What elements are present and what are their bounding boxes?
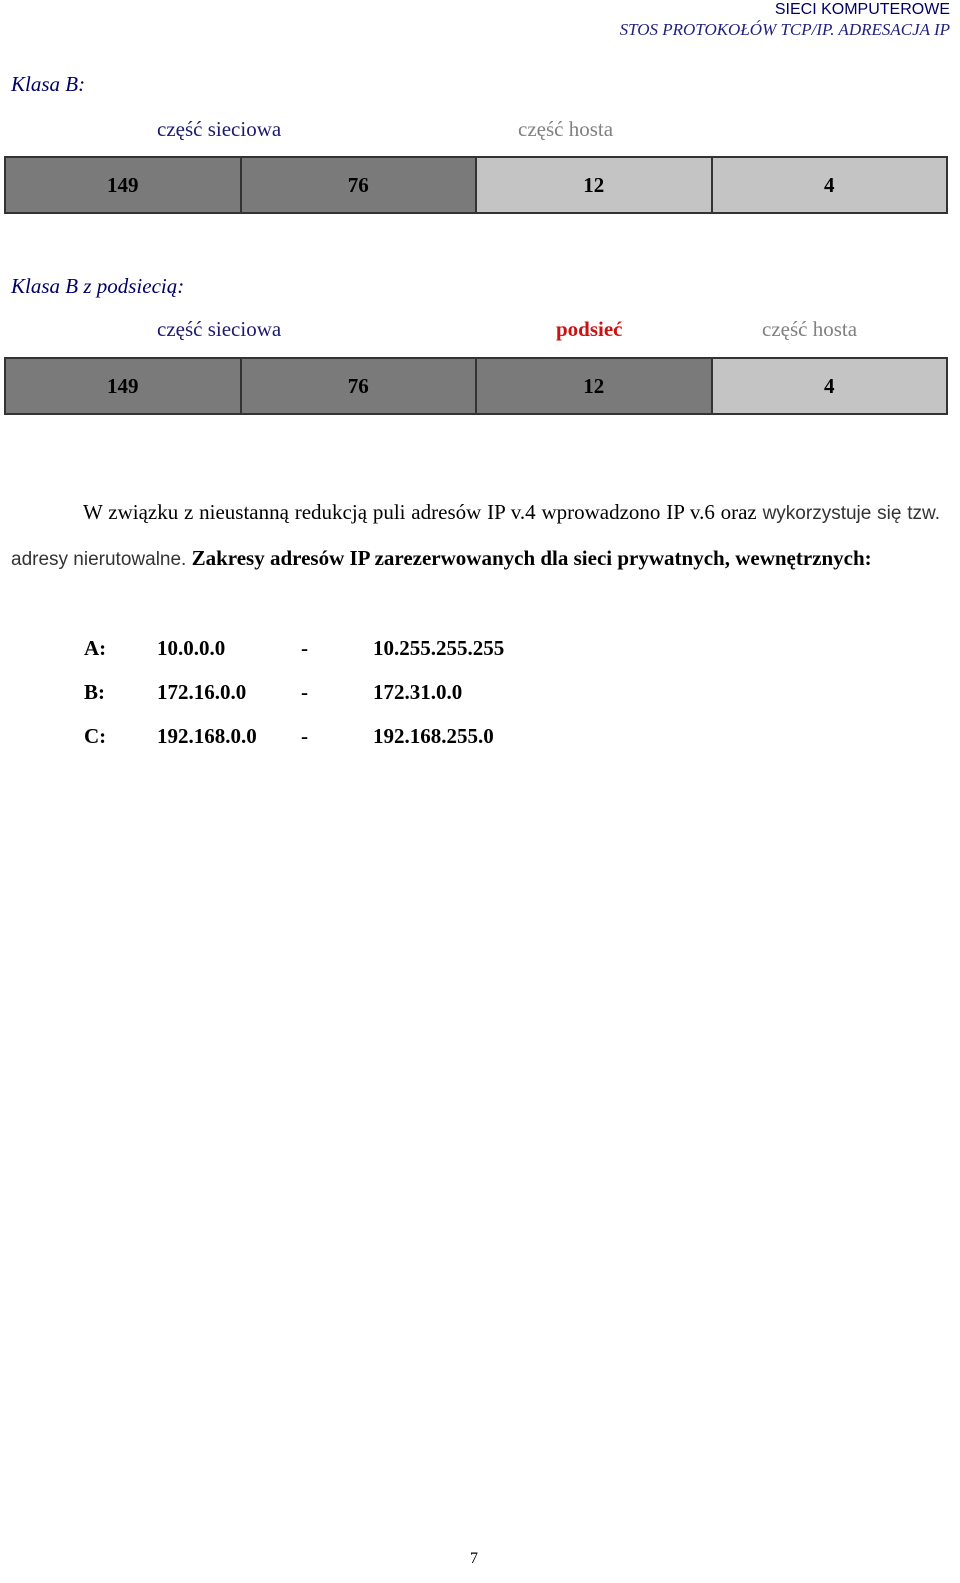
- range-start: 172.16.0.0: [157, 680, 247, 704]
- octet-1: 149: [6, 359, 242, 413]
- range-dash: -: [301, 680, 308, 704]
- subnet-part-label: podsieć: [556, 317, 623, 341]
- octet-3: 12: [477, 158, 713, 212]
- paragraph-text-1: W związku z nieustanną redukcją puli adresów IP v.4 wprowadzono IP v.6 oraz: [83, 500, 757, 524]
- paragraph-bold-text: Zakresy adresów IP zarezerwowanych dla sieci prywatnych, wewnętrznych:: [191, 546, 872, 570]
- network-part-label: część sieciowa: [157, 117, 282, 141]
- range-end: 172.31.0.0: [373, 680, 463, 704]
- octet-4: 4: [713, 359, 947, 413]
- section-title-class-b-subnet: Klasa B z podsiecią:: [11, 274, 185, 298]
- range-start: 192.168.0.0: [157, 724, 257, 748]
- range-class: A:: [84, 636, 107, 660]
- range-dash: -: [301, 636, 308, 660]
- range-class: C:: [84, 724, 107, 748]
- octet-2: 76: [242, 359, 478, 413]
- paragraph-text-2: wykorzystuje się tzw. adresy nierutowalne.: [11, 503, 941, 570]
- page-number: 7: [470, 1550, 478, 1567]
- range-start: 10.0.0.0: [157, 636, 226, 660]
- section-title-class-b: Klasa B:: [11, 72, 86, 96]
- host-part-label: część hosta: [762, 317, 858, 341]
- octet-4: 4: [713, 158, 947, 212]
- ip-octets-class-b: [4, 156, 948, 214]
- network-part-label: część sieciowa: [157, 317, 282, 341]
- ip-octets-class-b-subnet: [4, 357, 948, 415]
- octet-3: 12: [477, 359, 713, 413]
- range-end: 192.168.255.0: [373, 724, 494, 748]
- octet-2: 76: [242, 158, 478, 212]
- octet-1: 149: [6, 158, 242, 212]
- body-paragraph: [11, 490, 940, 582]
- header-title: SIECI KOMPUTEROWE: [774, 1, 950, 18]
- header-subtitle: STOS PROTOKOŁÓW TCP/IP. ADRESACJA IP: [619, 20, 950, 39]
- range-end: 10.255.255.255: [373, 636, 505, 660]
- range-dash: -: [301, 724, 308, 748]
- range-class: B:: [84, 680, 105, 704]
- host-part-label: część hosta: [518, 117, 614, 141]
